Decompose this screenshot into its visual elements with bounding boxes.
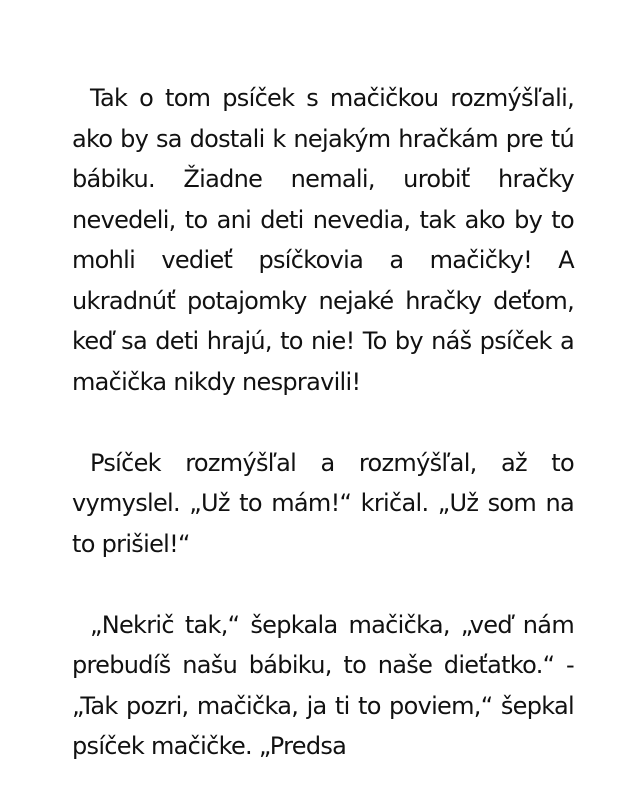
paragraph-1: Tak o tom psíček s mačičkou rozmýšľali, ako by sa dostali k nejakým hračkám pre tú bábiku. Žiadne nemali, urobiť hračky nevedeli, to ani deti nevedia, tak ako by to mohli vedieť psíčkovia a mačičky! A ukradnúť potajomky nejaké hračky deťom, keď sa deti hrajú, to nie! To by náš psíček a mačička nikdy nespravili! bbox=[72, 84, 574, 396]
paragraph-2: Psíček rozmýšľal a rozmýšľal, až to vymyslel. „Už to mám!“ kričal. „Už som na to prišiel!“ bbox=[72, 448, 574, 558]
page-text bbox=[72, 78, 574, 767]
paragraph-3: „Nekrič tak,“ šepkala mačička, „veď nám prebudíš našu bábiku, to naše dieťatko.“ - „Tak pozri, mačička, ja ti to poviem,“ šepkal psíček mačičke. „Predsa bbox=[72, 610, 574, 760]
